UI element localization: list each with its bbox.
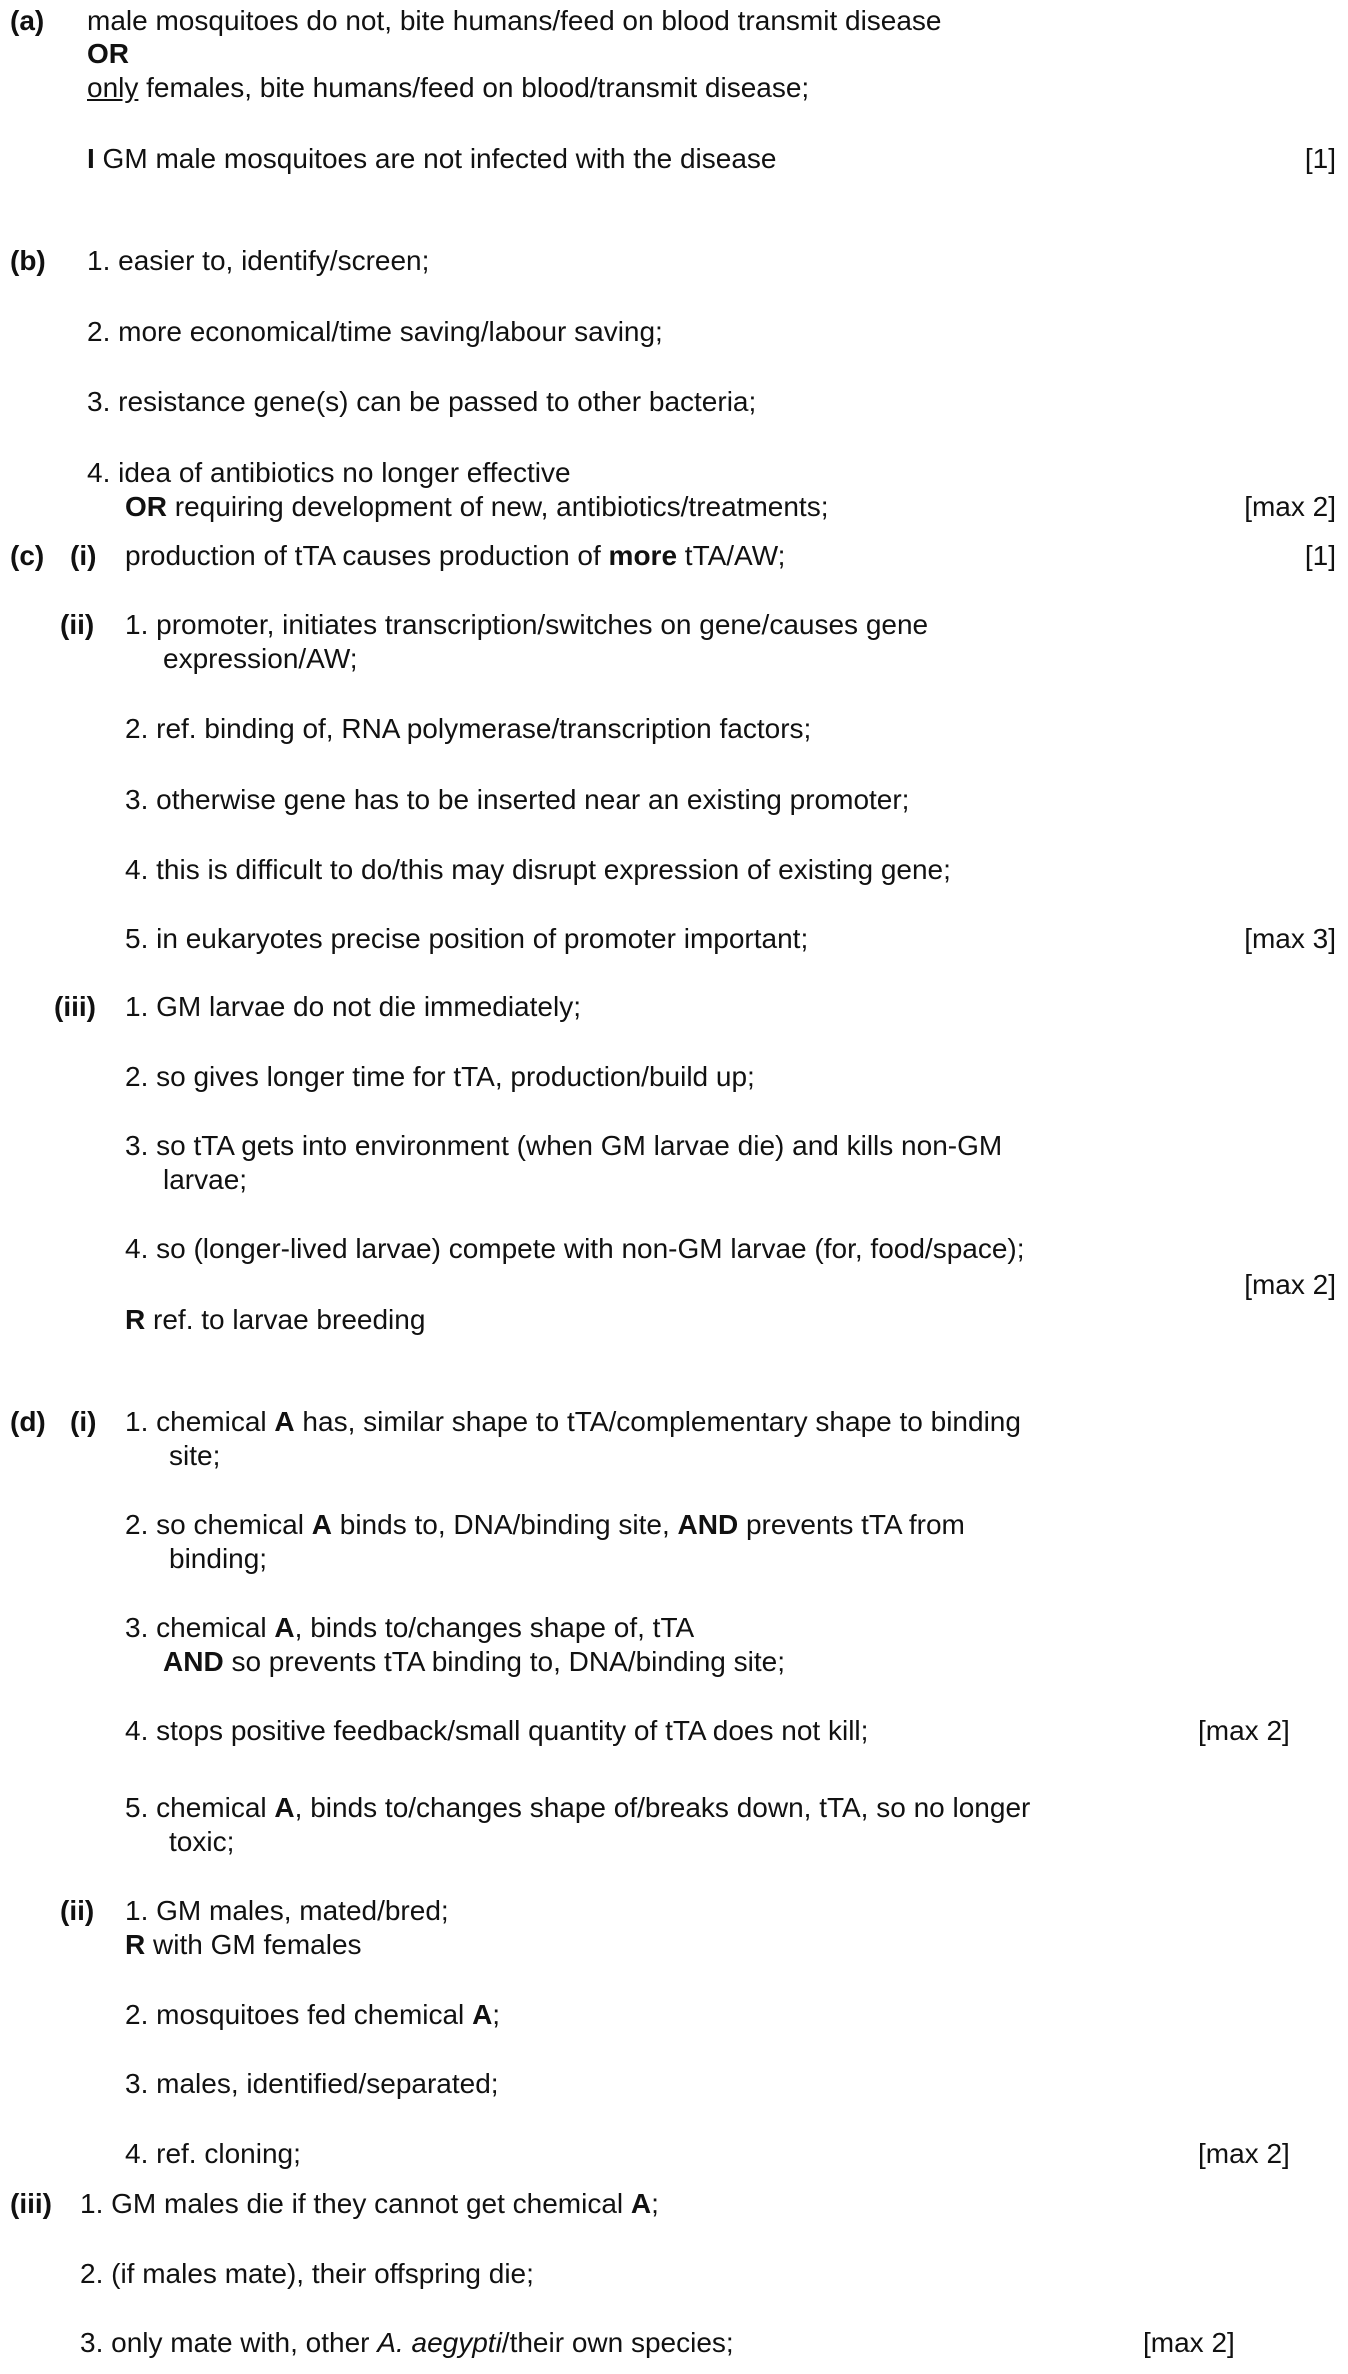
d-ii-label: (ii) <box>60 1895 95 1926</box>
c-i-label: (i) <box>70 540 97 571</box>
a-answer-line-3: only females, bite humans/feed on blood/transmit disease; <box>87 72 810 103</box>
part-a-label: (a) <box>10 5 45 36</box>
a-or: OR <box>87 38 129 69</box>
d-i-point-5a: 5. chemical A, binds to/changes shape of/breaks down, tTA, so no longer <box>125 1792 1031 1823</box>
d-i-point-3a: 3. chemical A, binds to/changes shape of, tTA <box>125 1612 695 1643</box>
c-ii-point-5: 5. in eukaryotes precise position of promoter important; <box>125 923 809 954</box>
c-ii-marks: [max 3] <box>1244 923 1336 954</box>
a-answer-line-1: male mosquitoes do not, bite humans/feed on blood transmit disease <box>87 5 942 36</box>
c-ii-point-1a: 1. promoter, initiates transcription/switches on gene/causes gene <box>125 609 929 640</box>
d-ii-point-2: 2. mosquitoes fed chemical A; <box>125 1999 501 2030</box>
d-i-point-4: 4. stops positive feedback/small quantity of tTA does not kill; <box>125 1715 869 1746</box>
b-marks: [max 2] <box>1244 491 1336 522</box>
d-i-point-1b: site; <box>169 1440 221 1471</box>
b-point-4a: 4. idea of antibiotics no longer effective <box>87 457 571 488</box>
d-iii-point-3: 3. only mate with, other A. aegypti/their own species; <box>80 2327 734 2358</box>
d-ii-point-4: 4. ref. cloning; <box>125 2138 301 2169</box>
c-iii-point-1: 1. GM larvae do not die immediately; <box>125 991 581 1022</box>
d-i-point-5b: toxic; <box>169 1826 235 1857</box>
c-iii-label: (iii) <box>54 991 96 1022</box>
part-c-label: (c) <box>10 540 45 571</box>
c-ii-point-1b: expression/AW; <box>163 643 358 674</box>
d-iii-marks: [max 2] <box>1143 2327 1235 2358</box>
c-ii-point-2: 2. ref. binding of, RNA polymerase/transcription factors; <box>125 713 812 744</box>
c-iii-point-2: 2. so gives longer time for tTA, production/build up; <box>125 1061 755 1092</box>
c-ii-point-4: 4. this is difficult to do/this may disrupt expression of existing gene; <box>125 854 951 885</box>
d-iii-point-2: 2. (if males mate), their offspring die; <box>80 2258 534 2289</box>
d-i-point-1a: 1. chemical A has, similar shape to tTA/complementary shape to binding <box>125 1406 1021 1437</box>
a-ignore-note: I GM male mosquitoes are not infected with the disease <box>87 143 777 174</box>
b-point-2: 2. more economical/time saving/labour saving; <box>87 316 663 347</box>
c-i-answer: production of tTA causes production of more tTA/AW; <box>125 540 786 571</box>
d-ii-point-1: 1. GM males, mated/bred; <box>125 1895 449 1926</box>
d-iii-label: (iii) <box>10 2188 52 2219</box>
c-iii-point-4: 4. so (longer-lived larvae) compete with non-GM larvae (for, food/space); <box>125 1233 1025 1264</box>
d-i-point-3b: AND so prevents tTA binding to, DNA/binding site; <box>163 1646 786 1677</box>
d-ii-point-3: 3. males, identified/separated; <box>125 2068 499 2099</box>
a-marks: [1] <box>1304 143 1336 174</box>
b-point-4b: OR requiring development of new, antibiotics/treatments; <box>125 491 829 522</box>
c-ii-label: (ii) <box>60 609 95 640</box>
b-point-3: 3. resistance gene(s) can be passed to other bacteria; <box>87 386 757 417</box>
part-b-label: (b) <box>10 245 46 276</box>
d-i-point-2a: 2. so chemical A binds to, DNA/binding site, AND prevents tTA from <box>125 1509 965 1540</box>
c-iii-marks: [max 2] <box>1244 1269 1336 1300</box>
c-ii-point-3: 3. otherwise gene has to be inserted near an existing promoter; <box>125 784 910 815</box>
part-d-label: (d) <box>10 1406 46 1437</box>
d-i-marks: [max 2] <box>1198 1715 1290 1746</box>
c-iii-point-3b: larvae; <box>163 1164 248 1195</box>
c-iii-point-3a: 3. so tTA gets into environment (when GM larvae die) and kills non-GM <box>125 1130 1003 1161</box>
b-point-1: 1. easier to, identify/screen; <box>87 245 430 276</box>
d-ii-marks: [max 2] <box>1198 2138 1290 2169</box>
d-i-label: (i) <box>70 1406 97 1437</box>
c-iii-reject-note: R ref. to larvae breeding <box>125 1304 426 1335</box>
d-ii-reject-note: R with GM females <box>125 1929 362 1960</box>
d-i-point-2b: binding; <box>169 1543 268 1574</box>
c-i-marks: [1] <box>1304 540 1336 571</box>
d-iii-point-1: 1. GM males die if they cannot get chemical A; <box>80 2188 659 2219</box>
